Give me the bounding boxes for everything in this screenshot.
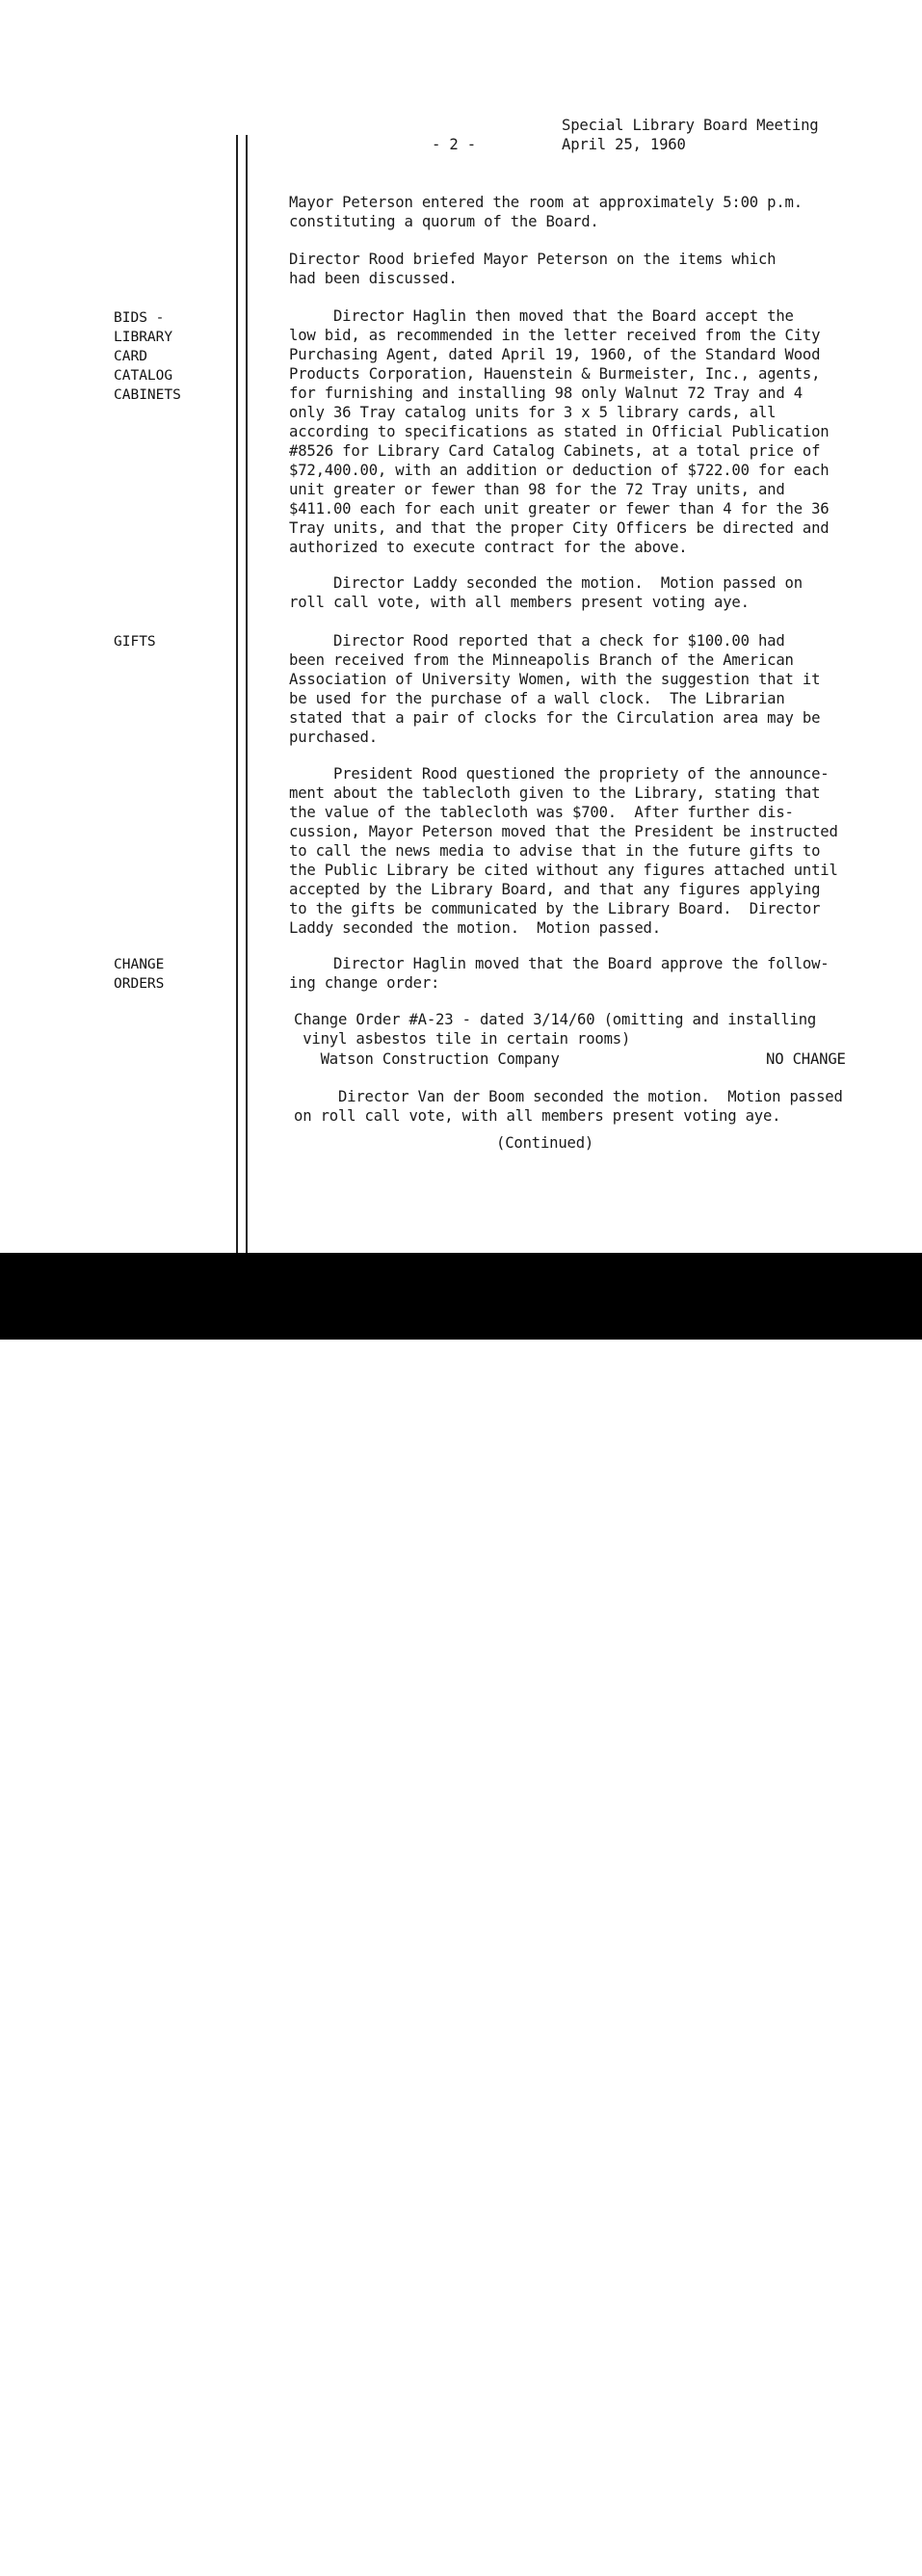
meeting-date: April 25, 1960 bbox=[562, 136, 686, 153]
image-id: 3A5NGYB bbox=[807, 2527, 876, 2543]
page-number: - 2 - bbox=[432, 136, 476, 153]
meeting-title: Special Library Board Meeting bbox=[562, 117, 819, 134]
paragraph-gift-check: Director Rood reported that a check for $100.00 had been received from the Minneapolis Branch of the American Association of University Women, with the suggestion that it be used for the purchase of a wall clock. The Librarian stated that a pair of clocks for the Circulation area may be purchased. bbox=[289, 632, 821, 746]
paragraph-van-der-boom: Director Van der Boom seconded the motion. Motion passed on roll call vote, with all members present voting aye. bbox=[294, 1088, 843, 1125]
alamy-logo bbox=[26, 2518, 175, 2576]
margin-note-gifts: GIFTS bbox=[114, 634, 156, 650]
margin-rule-right bbox=[246, 135, 248, 1253]
margin-rule-left bbox=[236, 135, 238, 1253]
paragraph-mayor-entered: Mayor Peterson entered the room at approximately 5:00 p.m. constituting a quorum of the Board. bbox=[289, 194, 803, 230]
document-page bbox=[0, 0, 922, 1253]
paragraph-rood-briefed: Director Rood briefed Mayor Peterson on the items which had been discussed. bbox=[289, 251, 777, 287]
paragraph-tablecloth: President Rood questioned the propriety of the announce- ment about the tablecloth given to the Library, stating that the value of the tablecloth was $700. After further dis- cussion, Mayor Peterson moved that the President be instructed to call the news media to advise that in the future gifts to the Public Library be cited without any figures attached until accepted by the Library Board, and that any figures applying to the gifts be communicated by the Library Board. Director Laddy seconded the motion. Motion passed. bbox=[289, 765, 838, 937]
continued-note: (Continued) bbox=[496, 1134, 594, 1152]
paragraph-change-order-motion: Director Haglin moved that the Board approve the follow- ing change order: bbox=[289, 955, 830, 992]
change-order-company: Watson Construction Company bbox=[294, 1050, 560, 1068]
site-url: www.alamy.com bbox=[764, 2554, 876, 2570]
watermark-footer bbox=[0, 1253, 922, 2572]
margin-note-change-orders: CHANGE ORDERS bbox=[114, 957, 165, 992]
margin-note-bids: BIDS - LIBRARY CARD CATALOG CABINETS bbox=[114, 310, 181, 403]
logo-text: alamy bbox=[26, 2521, 153, 2572]
logo-mark-icon bbox=[158, 2535, 175, 2563]
change-order-amount: NO CHANGE bbox=[766, 1050, 846, 1068]
paragraph-laddy-seconded: Director Laddy seconded the motion. Motion passed on roll call vote, with all members present voting aye. bbox=[289, 574, 803, 611]
paragraph-change-order-detail: Change Order #A-23 - dated 3/14/60 (omitting and installing vinyl asbestos tile in certain rooms) bbox=[294, 1011, 817, 1048]
paragraph-bids-motion: Director Haglin then moved that the Board accept the low bid, as recommended in the letter received from the City Purchasing Agent, dated April 19, 1960, of the Standard Wood Products Corporation, Hauenstein & Burmeister, Inc., agents, for furnishing and installing 98 only Walnut 72 Tray and 4 only 36 Tray catalog units for 3 x 5 library cards, all according to specifications as stated in Official Publication #8526 for Library Card Catalog Cabinets, at a total price of $72,400.00, with an addition or deduction of $722.00 for each unit greater or fewer than 98 for the 72 Tray units, and $411.00 each for each unit greater or fewer than 4 for the 36 Tray units, and that the proper City Officers be directed and authorized to execute contract for the above. bbox=[289, 307, 830, 556]
